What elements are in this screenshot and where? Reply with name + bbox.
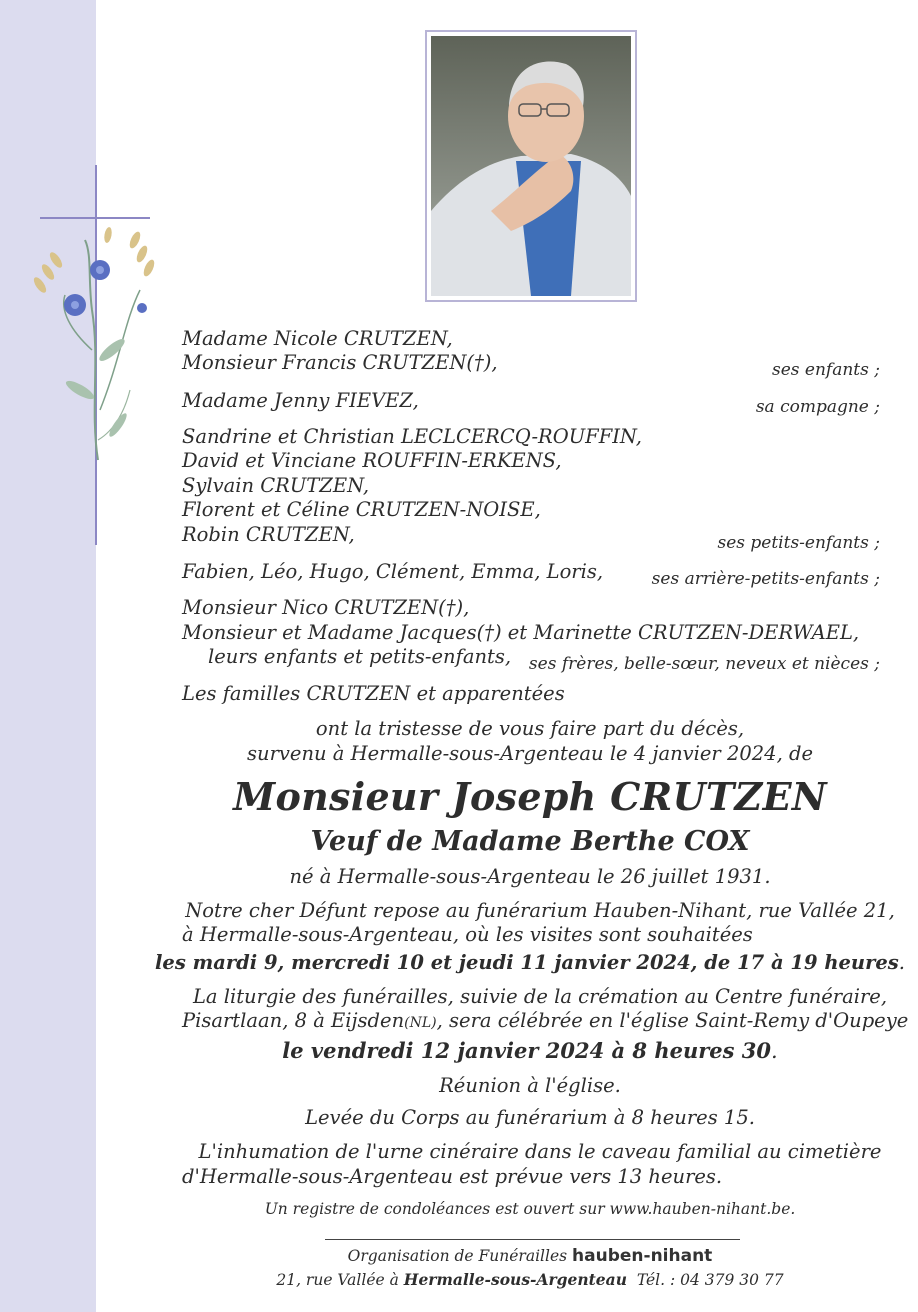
extended-families: Les familles CRUTZEN et apparentées bbox=[182, 682, 565, 705]
footer-org-label: Organisation de Funérailles bbox=[347, 1247, 568, 1265]
ceremony-date-text: le vendredi 12 janvier 2024 à 8 heures 30 bbox=[282, 1038, 772, 1063]
burial-line-1: L'inhumation de l'urne cinéraire dans le caveau familial au cimetière bbox=[198, 1140, 882, 1163]
repose-line-1: Notre cher Défunt repose au funérarium Hauben-Nihant, rue Vallée 21, bbox=[185, 899, 895, 922]
levee-info: Levée du Corps au funérarium à 8 heures 15. bbox=[305, 1106, 755, 1129]
cross-with-flowers-icon bbox=[30, 160, 170, 550]
portrait-photo bbox=[431, 36, 631, 296]
family-child-2: Monsieur Francis CRUTZEN(†), bbox=[182, 351, 498, 374]
grandchildren-role: ses petits-enfants ; bbox=[717, 533, 880, 553]
visit-dates-text: les mardi 9, mercredi 10 et jeudi 11 janvier 2024, de 17 à 19 heures bbox=[155, 951, 899, 974]
repose-line-2: à Hermalle-sous-Argenteau, où les visites sont souhaitées bbox=[182, 923, 753, 946]
great-grandchildren-role: ses arrière-petits-enfants ; bbox=[651, 569, 880, 589]
siblings-role: ses frères, belle-sœur, neveux et nièces ; bbox=[528, 654, 880, 674]
sibling-1: Monsieur Nico CRUTZEN(†), bbox=[182, 596, 470, 619]
footer-divider bbox=[325, 1239, 740, 1240]
visit-dates bbox=[150, 950, 910, 976]
liturgy-line-2 bbox=[182, 1009, 908, 1035]
deceased-name: Monsieur Joseph CRUTZEN bbox=[233, 774, 827, 819]
announcement-line-1: ont la tristesse de vous faire part du décès, bbox=[315, 717, 745, 740]
meeting-info: Réunion à l'église. bbox=[439, 1074, 621, 1097]
liturgy-church: , sera célébrée en l'église Saint-Remy d'Oupeye bbox=[436, 1009, 909, 1032]
sibling-3: leurs enfants et petits-enfants, bbox=[208, 645, 512, 668]
portrait-photo-frame bbox=[425, 30, 637, 302]
burial-line-2: d'Hermalle-sous-Argenteau est prévue vers 13 heures. bbox=[182, 1165, 723, 1188]
liturgy-country: (NL) bbox=[404, 1015, 437, 1031]
family-child-1: Madame Nicole CRUTZEN, bbox=[182, 327, 453, 350]
partner-role: sa compagne ; bbox=[755, 397, 880, 417]
announcement-line-2: survenu à Hermalle-sous-Argenteau le 4 janvier 2024, de bbox=[247, 742, 813, 765]
grandchild-5: Robin CRUTZEN, bbox=[182, 523, 355, 546]
liturgy-line-1: La liturgie des funérailles, suivie de la crémation au Centre funéraire, bbox=[192, 985, 888, 1008]
grandchild-4: Florent et Céline CRUTZEN-NOISE, bbox=[182, 498, 541, 521]
ceremony-date bbox=[150, 1037, 910, 1065]
grandchild-1: Sandrine et Christian LECLCERCQ-ROUFFIN, bbox=[182, 425, 642, 448]
ceremony-date-period: . bbox=[771, 1039, 778, 1063]
birth-info: né à Hermalle-sous-Argenteau le 26 juillet 1931. bbox=[289, 865, 771, 888]
children-role: ses enfants ; bbox=[772, 360, 880, 380]
footer-address-town: Hermalle-sous-Argenteau bbox=[403, 1270, 627, 1289]
grandchild-2: David et Vinciane ROUFFIN-ERKENS, bbox=[182, 449, 562, 472]
grandchild-3: Sylvain CRUTZEN, bbox=[182, 474, 370, 497]
family-partner: Madame Jenny FIEVEZ, bbox=[182, 389, 419, 412]
condolence-register: Un registre de condoléances est ouvert sur www.hauben-nihant.be. bbox=[264, 1200, 796, 1218]
great-grandchildren: Fabien, Léo, Hugo, Clément, Emma, Loris, bbox=[182, 560, 604, 583]
visit-dates-period: . bbox=[898, 951, 905, 974]
footer-address-street: 21, rue Vallée à bbox=[276, 1271, 399, 1289]
sibling-2: Monsieur et Madame Jacques(†) et Marinette CRUTZEN-DERWAEL, bbox=[182, 621, 860, 644]
footer-address bbox=[150, 1269, 910, 1291]
deceased-spouse: Veuf de Madame Berthe COX bbox=[310, 826, 750, 857]
footer-phone: Tél. : 04 379 30 77 bbox=[636, 1271, 784, 1289]
liturgy-place: Pisartlaan, 8 à Eijsden bbox=[182, 1009, 405, 1032]
footer-organization bbox=[150, 1245, 910, 1267]
footer-brand-logo: hauben-nihant bbox=[572, 1246, 713, 1266]
